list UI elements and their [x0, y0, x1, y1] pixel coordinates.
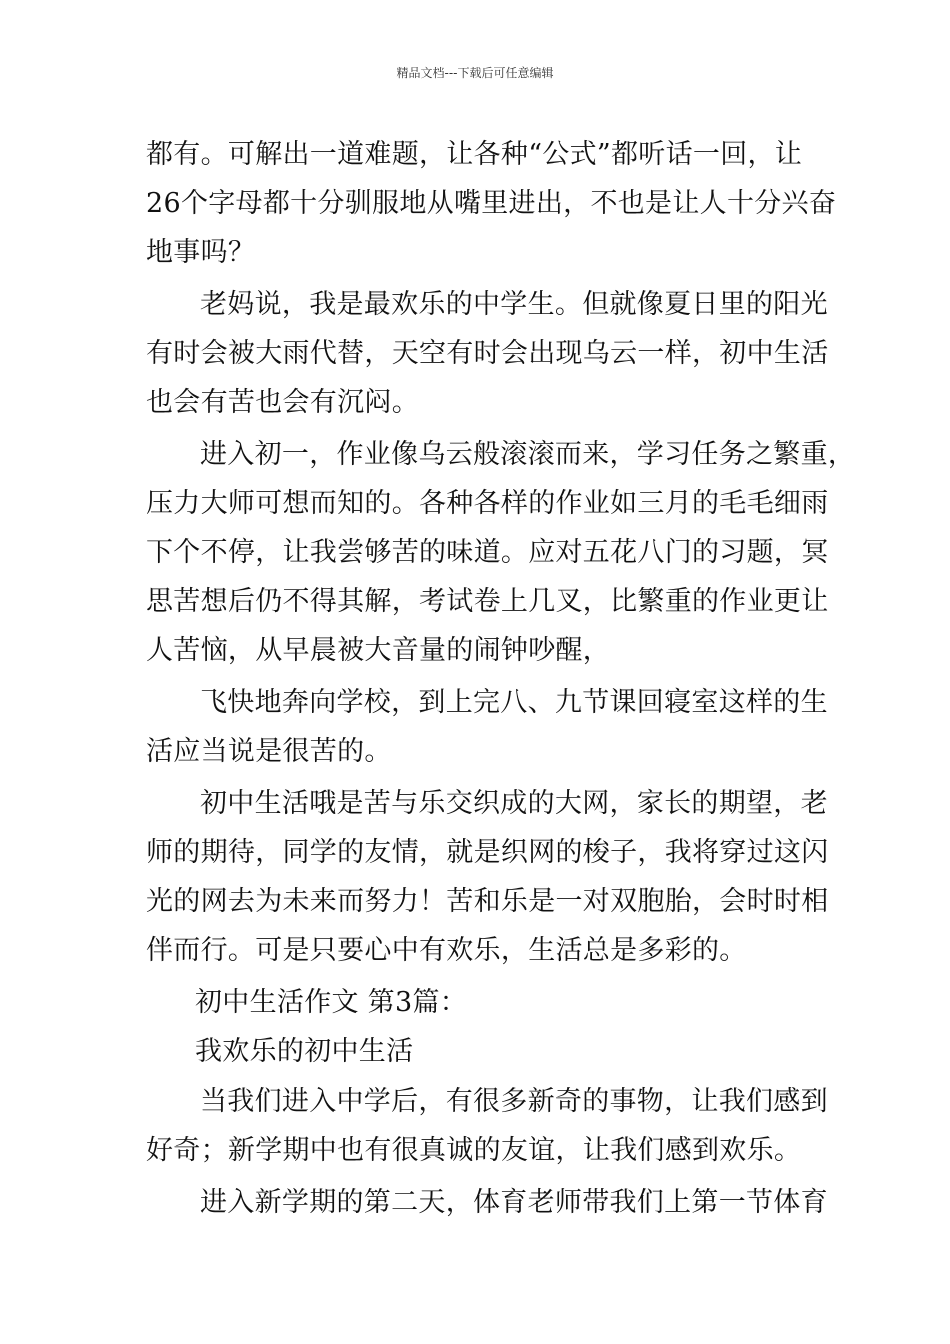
- text-line: 人苦恼，从早晨被大音量的闹钟吵醒，: [146, 635, 611, 666]
- text-line: 光的网去为未来而努力！苦和乐是一对双胞胎，会时时相: [146, 886, 829, 917]
- text-line: 都有。可解出一道难题，让各种“公式”都听话一回，让: [146, 139, 803, 170]
- text-line: 当我们进入中学后，有很多新奇的事物，让我们感到: [200, 1086, 828, 1117]
- text-line: 老妈说，我是最欢乐的中学生。但就像夏日里的阳光: [200, 289, 828, 320]
- text-line: 压力大师可想而知的。各种各样的作业如三月的毛毛细雨: [146, 488, 829, 519]
- text-line: 初中生活哦是苦与乐交织成的大网，家长的期望，老: [200, 788, 828, 819]
- text-line: 好奇；新学期中也有很真诚的友谊，让我们感到欢乐。: [146, 1135, 802, 1166]
- text-line: 进入新学期的第二天，体育老师带我们上第一节体育: [200, 1187, 828, 1218]
- text-line: 26个字母都十分驯服地从嘴里进出，不也是让人十分兴奋: [146, 188, 837, 219]
- text-line: 进入初一，作业像乌云般滚滚而来，学习任务之繁重，: [200, 439, 856, 470]
- text-line: 伴而行。可是只要心中有欢乐，生活总是多彩的。: [146, 935, 747, 966]
- text-line: 飞快地奔向学校，到上完八、九节课回寝室这样的生: [200, 687, 828, 718]
- text-line: 活应当说是很苦的。: [146, 736, 392, 767]
- text-line: 地事吗？: [146, 237, 256, 268]
- text-line: 有时会被大雨代替，天空有时会出现乌云一样，初中生活: [146, 338, 829, 369]
- section-heading: 初中生活作文 第3篇：: [195, 987, 468, 1018]
- text-line: 也会有苦也会有沉闷。: [146, 387, 419, 418]
- essay-title: 我欢乐的初中生活: [195, 1036, 414, 1067]
- text-line: 下个不停，让我尝够苦的味道。应对五花八门的习题，冥: [146, 537, 829, 568]
- text-line: 思苦想后仍不得其解，考试卷上几叉，比繁重的作业更让: [146, 586, 829, 617]
- text-line: 师的期待，同学的友情，就是织网的梭子，我将穿过这闪: [146, 837, 829, 868]
- page-header: 精品文档---下载后可任意编辑: [396, 66, 554, 80]
